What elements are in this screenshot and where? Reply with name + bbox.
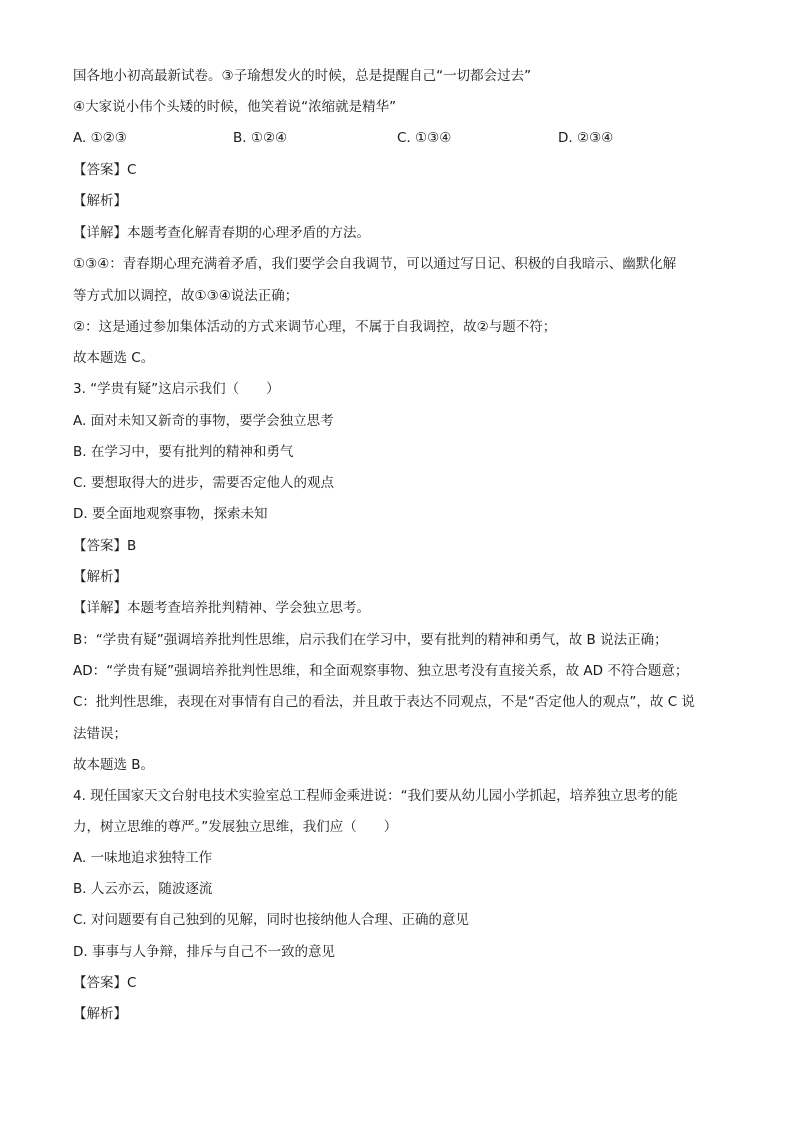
q2-detail-line-1: ①③④：青春期心理充满着矛盾，我们要学会自我调节，可以通过写日记、积极的自我暗示、幽默化解 <box>73 256 677 272</box>
q3-detail-line-3: C：批判性思维，表现在对事情有自己的看法，并且敢于表达不同观点，不是“否定他人的观点”，故 C 说 <box>73 694 695 710</box>
q2-statement-4: ④大家说小伟个头矮的时候，他笑着说“浓缩就是精华” <box>73 99 397 115</box>
q4-stem-line-1: 4. 现任国家天文台射电技术实验室总工程师金乘进说：“我们要从幼儿园小学抓起，培养独立思考的能 <box>73 788 678 804</box>
q2-option-d: D. ②③④ <box>558 130 614 146</box>
q4-option-d: D. 事事与人争辩，排斥与自己不一致的意见 <box>73 944 335 960</box>
q3-detail-line-4: 法错误； <box>73 726 127 742</box>
q2-analysis-heading: 【解析】 <box>73 193 127 209</box>
q2-conclusion: 故本题选 C。 <box>73 350 155 366</box>
q3-detail-line-1: B：“学贵有疑”强调培养批判性思维，启示我们在学习中，要有批判的精神和勇气，故 B 说法正确； <box>73 632 668 648</box>
q2-option-a: A. ①②③ <box>73 130 127 146</box>
q2-detail-line-3: ②：这是通过参加集体活动的方式来调节心理，不属于自我调控，故②与题不符； <box>73 319 557 335</box>
q3-option-a: A. 面对未知又新奇的事物，要学会独立思考 <box>73 413 334 429</box>
q2-option-c: C. ①③④ <box>397 130 452 146</box>
q3-stem: 3. “学贵有疑”这启示我们（ ） <box>73 381 280 397</box>
q3-detail-line-2: AD：“学贵有疑”强调培养批判性思维，和全面观察事物、独立思考没有直接关系，故 AD 不符合题意； <box>73 663 689 679</box>
q2-detail-line-2: 等方式加以调控，故①③④说法正确； <box>73 288 299 304</box>
q3-conclusion: 故本题选 B。 <box>73 757 155 773</box>
q4-option-a: A. 一味地追求独特工作 <box>73 850 213 866</box>
q2-detail-intro: 【详解】本题考查化解青春期的心理矛盾的方法。 <box>73 225 370 241</box>
q4-analysis-heading: 【解析】 <box>73 1006 127 1022</box>
q2-options <box>73 129 733 147</box>
q4-answer: 【答案】C <box>73 975 137 991</box>
q3-option-c: C. 要想取得大的进步，需要否定他人的观点 <box>73 475 335 491</box>
q3-analysis-heading: 【解析】 <box>73 569 127 585</box>
q3-answer: 【答案】B <box>73 538 137 554</box>
q4-option-c: C. 对问题要有自己独到的见解，同时也接纳他人合理、正确的意见 <box>73 912 470 928</box>
q3-detail-intro: 【详解】本题考查培养批判精神、学会独立思考。 <box>73 600 370 616</box>
q4-option-b: B. 人云亦云，随波逐流 <box>73 881 213 897</box>
q2-option-b: B. ①②④ <box>233 130 288 146</box>
q4-stem-line-2: 力，树立思维的尊严。”发展独立思维，我们应（ ） <box>73 819 398 835</box>
q2-answer: 【答案】C <box>73 162 137 178</box>
q3-option-b: B. 在学习中，要有批判的精神和勇气 <box>73 444 294 460</box>
q3-option-d: D. 要全面地观察事物，探索未知 <box>73 506 268 522</box>
q2-continuation-line: 国各地小初高最新试卷。③子瑜想发火的时候，总是提醒自己“一切都会过去” <box>73 68 532 84</box>
